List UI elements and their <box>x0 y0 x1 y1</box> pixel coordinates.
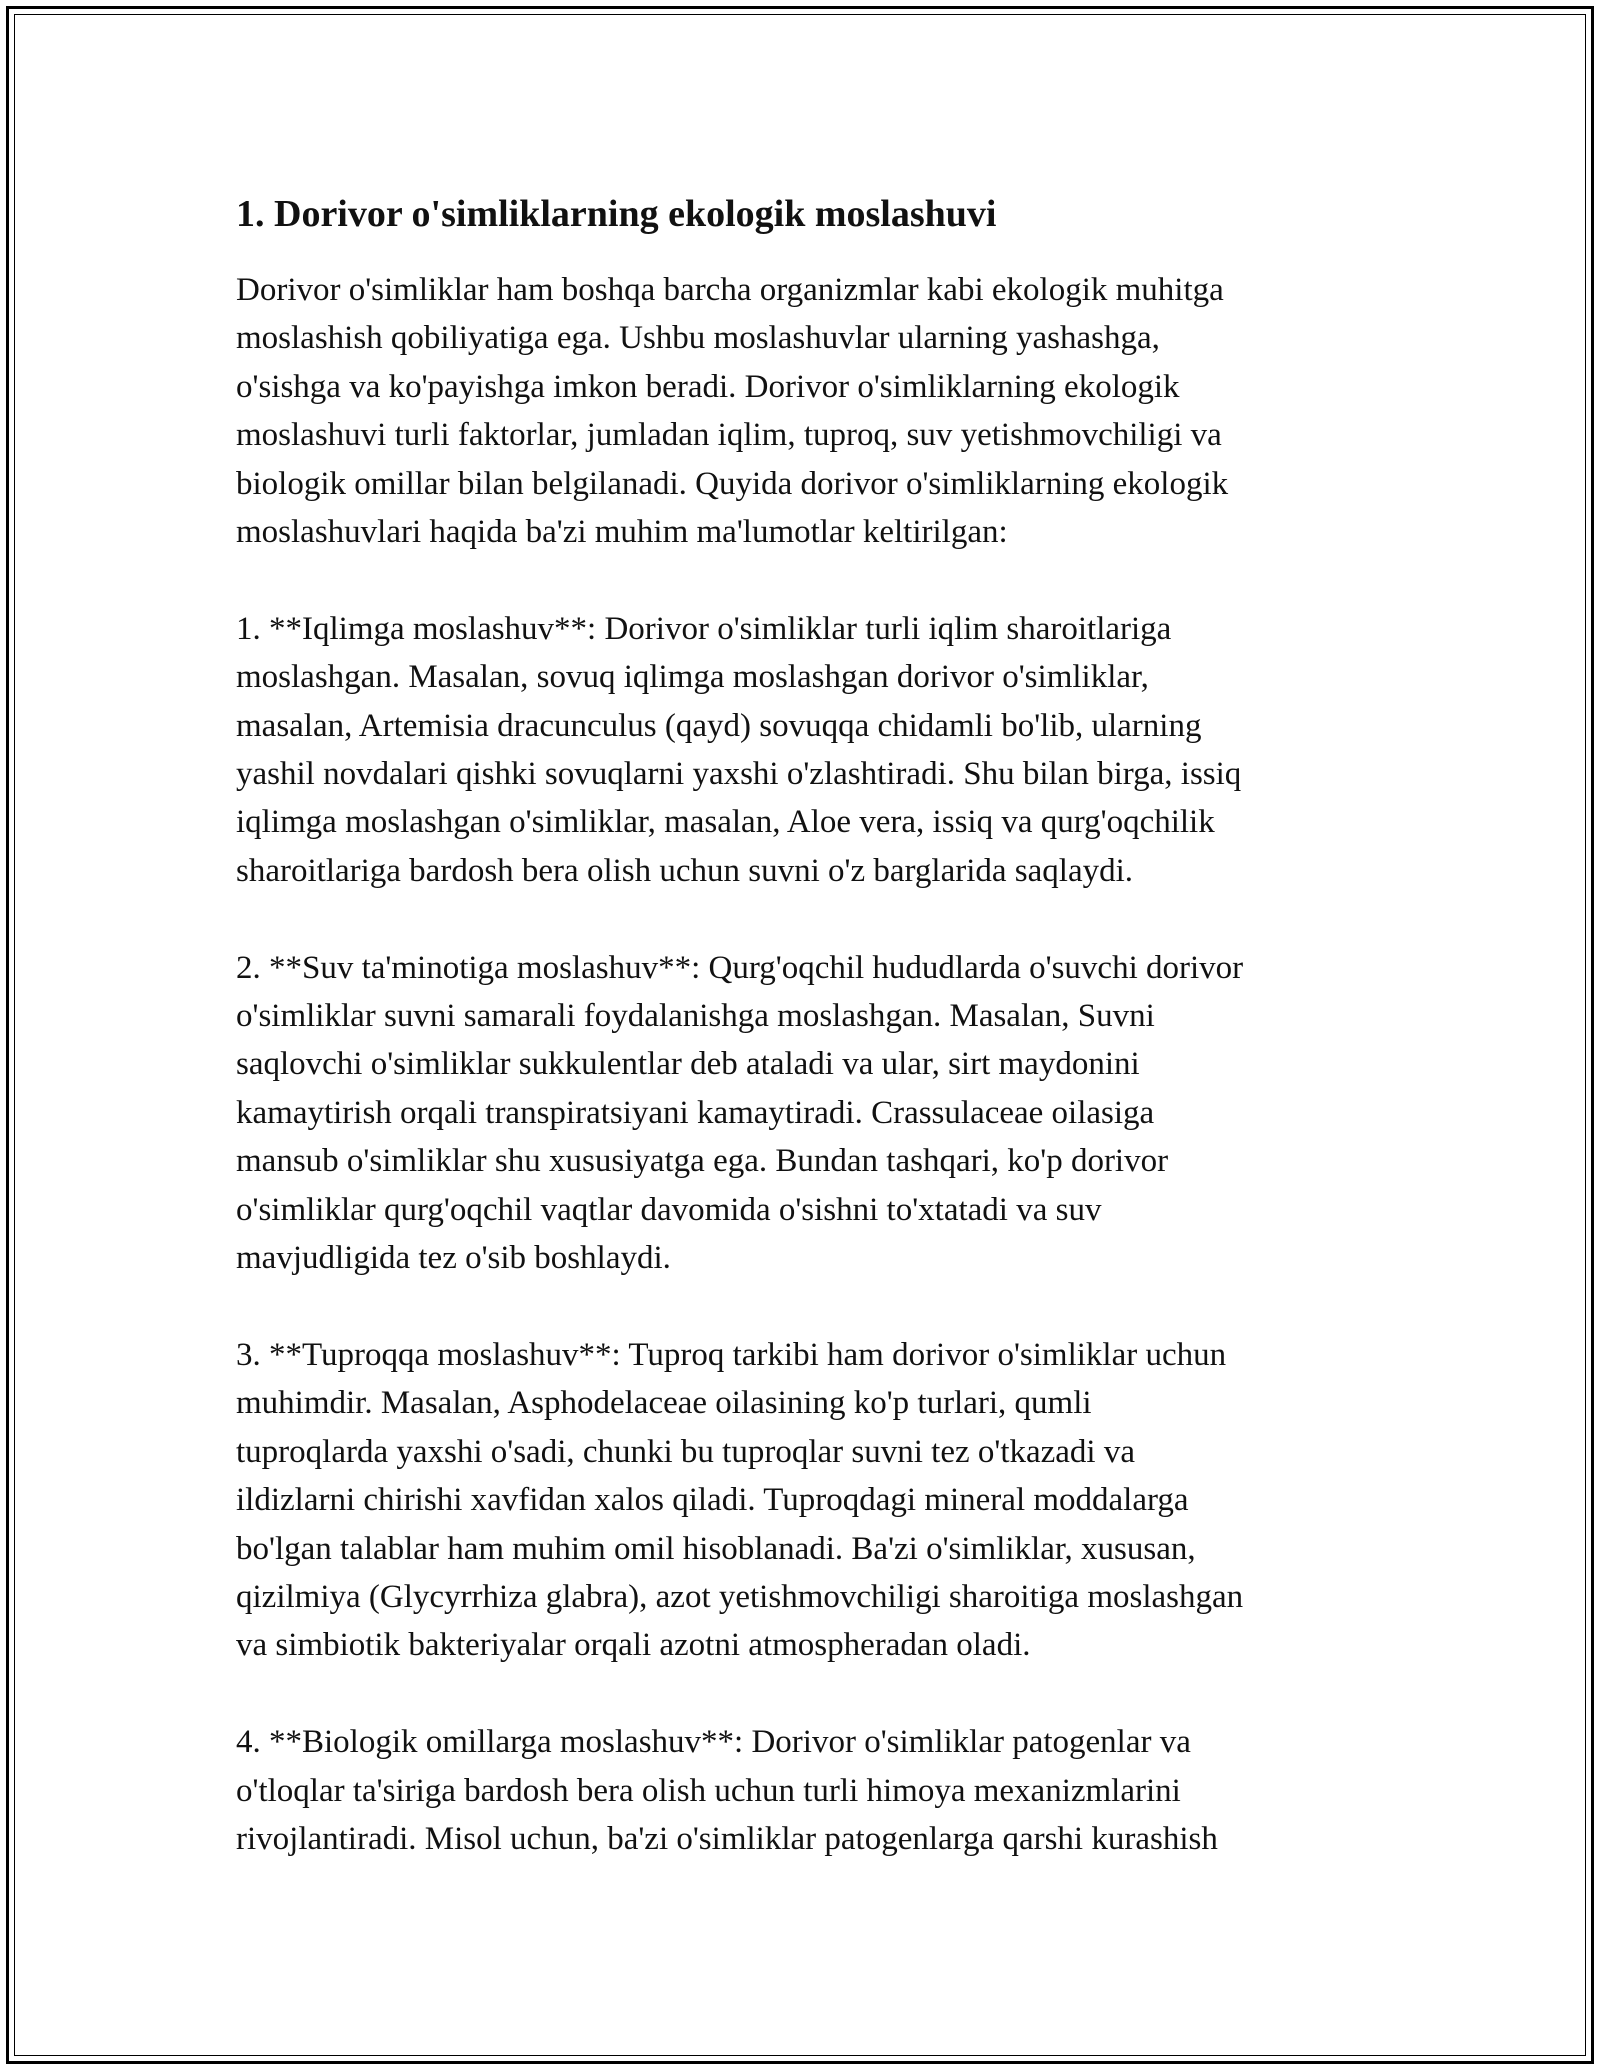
paragraph-biological-adaptation: 4. **Biologik omillarga moslashuv**: Dorivor o'simliklar patogenlar va o'tloqlar ta'siriga bardosh bera olish uchun turli himoya mexanizmlarini rivojlantiradi. Misol uchun, ba'zi o'simliklar patogenlarga qarshi kurashish <box>236 1724 1218 1857</box>
paragraph-intro: Dorivor o'simliklar ham boshqa barcha organizmlar kabi ekologik muhitga moslashish qobiliyatiga ega. Ushbu moslashuvlar ularning yashashga, o'sishga va ko'payishga imkon beradi. Dorivor o'simliklarning ekologik moslashuvi turli faktorlar, jumladan iqlim, tuproq, suv yetishmovchiligi va biologik omillar bilan belgilanadi. Quyida dorivor o'simliklarning ekologik moslashuvlari haqida ba'zi muhim ma'lumotlar keltirilgan: <box>236 272 1229 551</box>
paragraph-water-adaptation: 2. **Suv ta'minotiga moslashuv**: Qurg'oqchil hududlarda o'suvchi dorivor o'simliklar suvni samarali foydalanishga moslashgan. Masalan, Suvni saqlovchi o'simliklar sukkulentlar deb ataladi va ular, sirt maydonini kamaytirish orqali transpiratsiyani kamaytiradi. Crassulaceae oilasiga mansub o'simliklar shu xususiyatga ega. Bundan tashqari, ko'p dorivor o'simliklar qurg'oqchil vaqtlar davomida o'sishni to'xtatadi va suv mavjudligida tez o'sib boshlaydi. <box>236 949 1244 1277</box>
document-body <box>236 188 1366 1863</box>
document-title: 1. Dorivor o'simliklarning ekologik moslashuvi <box>236 193 997 235</box>
paragraph-climate-adaptation: 1. **Iqlimga moslashuv**: Dorivor o'simliklar turli iqlim sharoitlariga moslashgan. Masalan, sovuq iqlimga moslashgan dorivor o'simliklar, masalan, Artemisia dracunculus (qayd) sovuqqa chidamli bo'lib, ularning yashil novdalari qishki sovuqlarni yaxshi o'zlashtiradi. Shu bilan birga, issiq iqlimga moslashgan o'simliklar, masalan, Aloe vera, issiq va qurg'oqchilik sharoitlariga bardosh bera olish uchun suvni o'z barglarida saqlaydi. <box>236 610 1242 889</box>
paragraph-soil-adaptation: 3. **Tuproqqa moslashuv**: Tuproq tarkibi ham dorivor o'simliklar uchun muhimdir. Masalan, Asphodelaceae oilasining ko'p turlari, qumli tuproqlarda yaxshi o'sadi, chunki bu tuproqlar suvni tez o'tkazadi va ildizlarni chirishi xavfidan xalos qiladi. Tuproqdagi mineral moddalarga bo'lgan talablar ham muhim omil hisoblanadi. Ba'zi o'simliklar, xususan, qizilmiya (Glycyrrhiza glabra), azot yetishmovchiligi sharoitiga moslashgan va simbiotik bakteriyalar orqali azotni atmospheradan oladi. <box>236 1336 1244 1664</box>
